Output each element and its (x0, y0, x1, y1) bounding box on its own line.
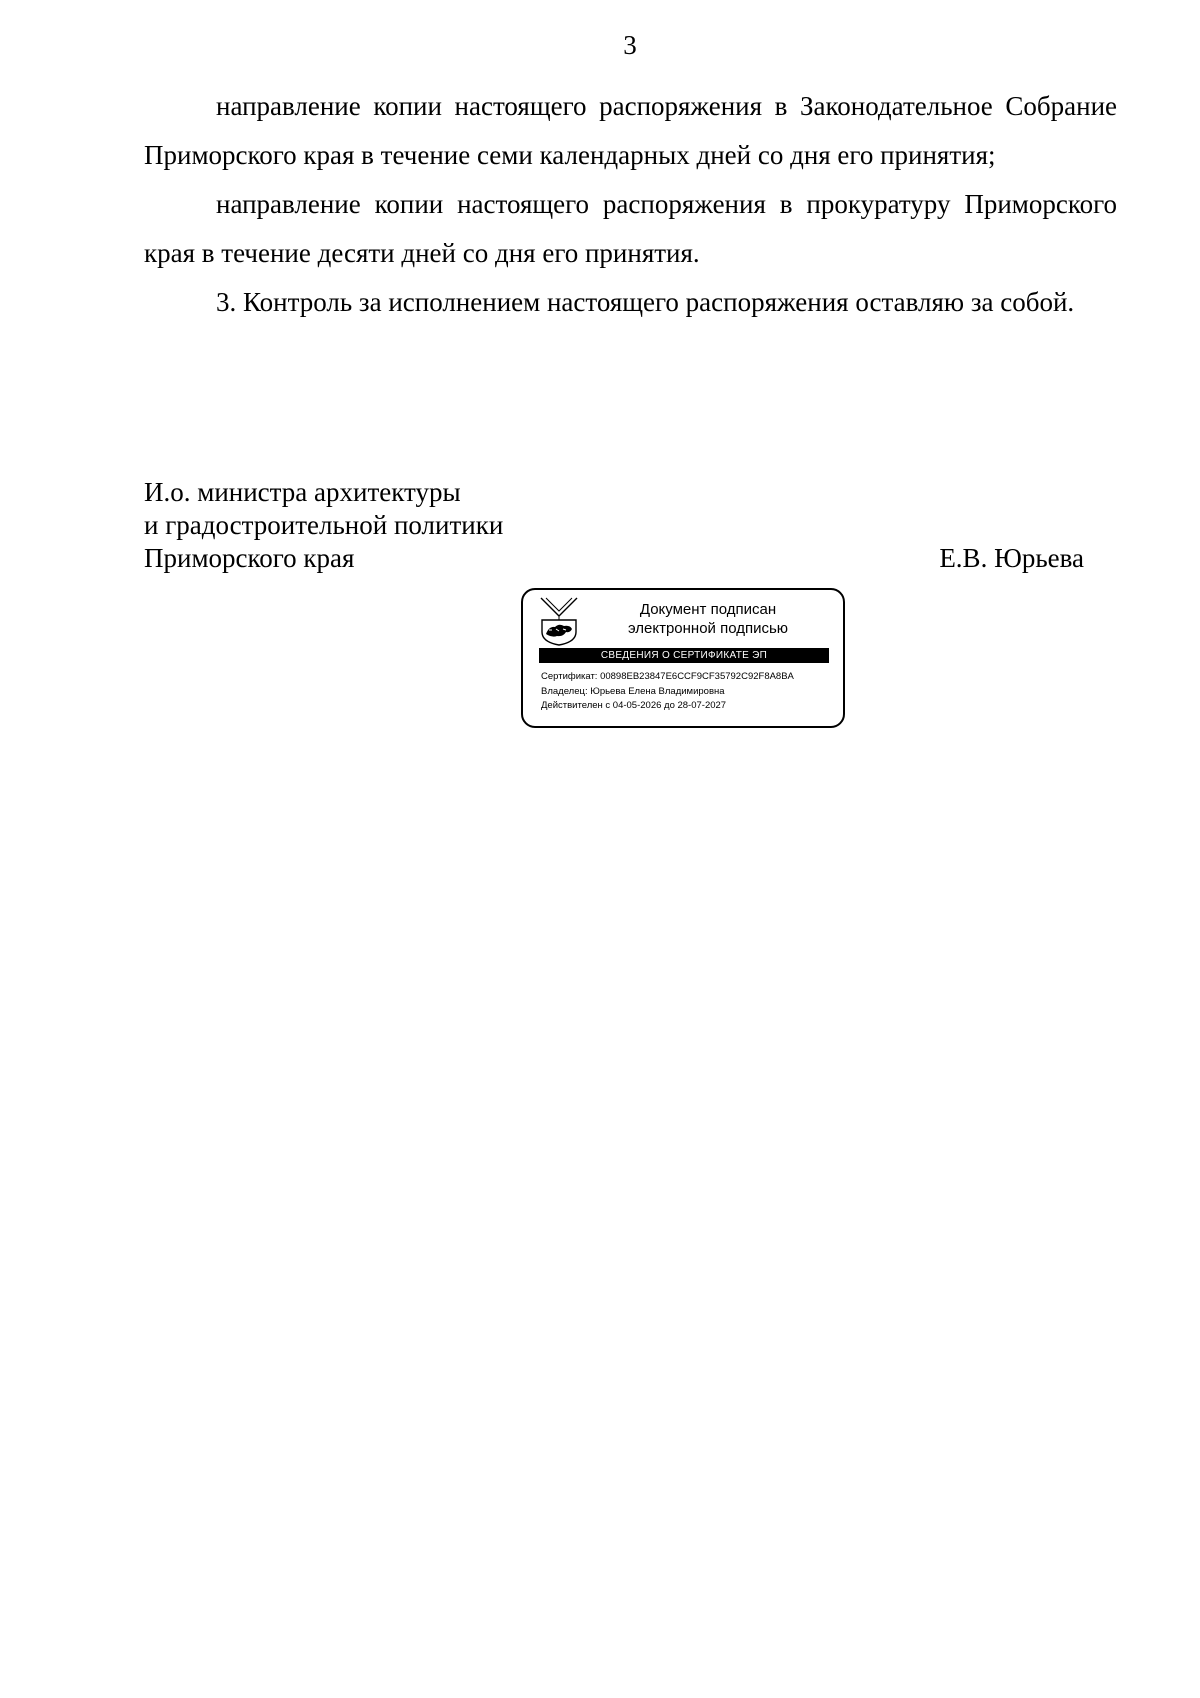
certificate-details (541, 670, 794, 714)
electronic-signature-stamp (521, 588, 845, 728)
document-body (144, 82, 1117, 327)
paragraph-prosecutor-office: направление копии настоящего распоряжения в прокуратуру Приморского края в течение десяти дней со дня его принятия. (144, 189, 1117, 268)
certificate-owner: Владелец: Юрьева Елена Владимировна (541, 685, 725, 697)
paragraph-legislative-assembly: направление копии настоящего распоряжения в Законодательное Собрание Приморского края в течение семи календарных дней со дня его принятия; (144, 91, 1117, 170)
paragraph-control-clause: 3. Контроль за исполнением настоящего распоряжения оставляю за собой. (216, 287, 1075, 317)
signer-position-line-1: И.о. министра архитектуры (144, 477, 461, 507)
certificate-info-bar: СВЕДЕНИЯ О СЕРТИФИКАТЕ ЭП (539, 648, 829, 663)
primorsky-krai-coat-of-arms-icon (537, 596, 581, 646)
stamp-title-line-1: Документ подписан (639, 601, 777, 618)
signer-name: Е.В. Юрьева (939, 543, 1084, 573)
signer-position-line-2: и градостроительной политики (144, 510, 504, 540)
stamp-title (583, 600, 833, 638)
signature-block (144, 476, 1084, 575)
certificate-validity: Действителен с 04-05-2026 до 28-07-2027 (541, 700, 727, 711)
page-number: 3 (623, 30, 637, 60)
signer-position-line-3: Приморского края (144, 543, 355, 573)
certificate-serial: Сертификат: 00898EB23847E6CCF9CF35792C92F8A8BA (541, 671, 794, 682)
stamp-title-line-2: электронной подписью (627, 620, 789, 637)
